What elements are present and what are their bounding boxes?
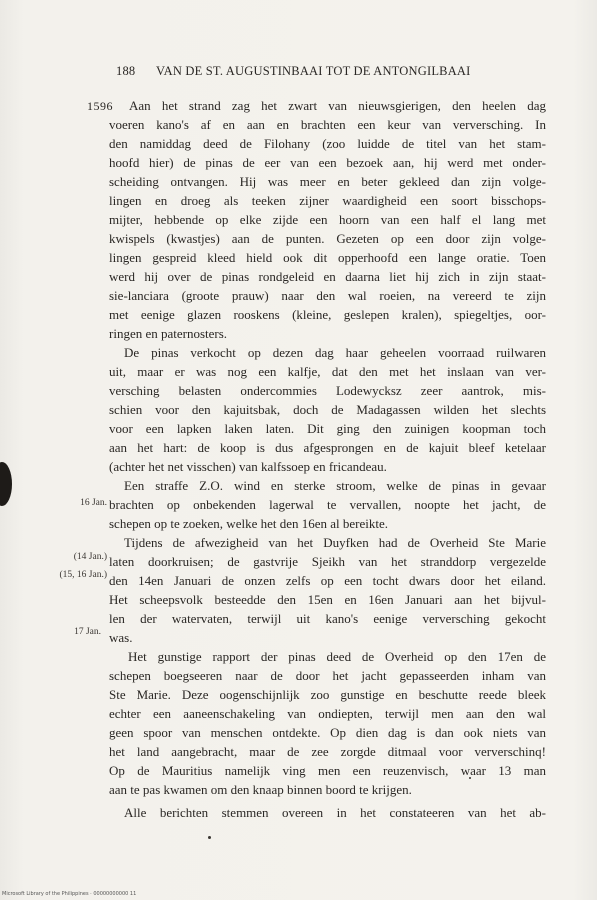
text-line: schien voor den kajuitsbak, doch de Madagassen wilden het slechts bbox=[109, 402, 546, 417]
text-line: werd hij over de pinas rondgeleid en daarna liet hij zich in zijn staat- bbox=[109, 269, 546, 284]
text-line: versching belasten ondercommies Lodewycksz zeer aantrok, mis- bbox=[109, 383, 546, 398]
margin-note: (15, 16 Jan.) bbox=[59, 570, 107, 580]
text-line: schepen op te zoeken, welke het den 16en al bereikte. bbox=[109, 516, 389, 531]
text-line: (achter het net visschen) van kalfssoep en fricandeau. bbox=[109, 459, 387, 474]
margin-note: (14 Jan.) bbox=[73, 552, 107, 562]
text-line: was. bbox=[109, 630, 133, 645]
text-line: Op de Mauritius namelijk ving men een reuzenvisch, waar 13 man bbox=[109, 763, 546, 778]
text-line: scheiding ontvangen. Hij was meer en beter gekleed dan zijn volge- bbox=[109, 174, 546, 189]
text-line: voeren kano's af en aan en brachten een keur van verversching. In bbox=[109, 117, 546, 132]
text-line: Een straffe Z.O. wind en sterke stroom, welke de pinas in gevaar bbox=[124, 478, 546, 493]
text-line: brachten op onbekenden lagerwal te vervallen, noopte het jacht, de bbox=[109, 497, 546, 512]
text-line: geen spoor van menschen ontdekte. Op dien dag is dan ook niets van bbox=[109, 725, 546, 740]
text-line: het land aangebracht, maar de zee zorgde ditmaal voor ververschinq! bbox=[109, 744, 546, 759]
text-line: met eenige glazen rooskens (kleine, geslepen kralen), spiegeltjes, oor- bbox=[109, 307, 546, 322]
text-line: len der watervaten, terwijl uit kano's eenige verversching gekocht bbox=[109, 611, 546, 626]
text-line: ringen en paternosters. bbox=[109, 326, 228, 341]
speck bbox=[208, 836, 211, 839]
text-line: Het gunstige rapport der pinas deed de Overheid op den 17en de bbox=[128, 649, 546, 664]
running-header bbox=[116, 64, 536, 79]
text-line: laten doorkruisen; de gastvrije Sjeikh van het stranddorp vergezelde bbox=[109, 554, 546, 569]
text-line: mijter, hebbende op elke zijde een hoorn van een half el lang met bbox=[109, 212, 546, 227]
page-number: 188 bbox=[116, 64, 136, 78]
text-line: echter een aaneenschakeling van ondiepten, terwijl men aan den wal bbox=[109, 706, 546, 721]
text-line: hoofd hier) de pinas de eer van een bezoek aan, hij werd met onder- bbox=[109, 155, 546, 170]
ink-blot bbox=[0, 462, 12, 506]
scan-footer: Microsoft Library of the Philippines · 00000000000 11 bbox=[2, 891, 137, 897]
text-line: den 14en Januari de onzen zelfs op een tocht dwars door het eiland. bbox=[109, 573, 546, 588]
text-line: sie-lanciara (groote prauw) naar den wal roeien, na vereerd te zijn bbox=[109, 288, 546, 303]
text-line: Alle berichten stemmen overeen in het constateeren van het ab- bbox=[124, 805, 546, 820]
text-line: aan te pas kwamen om den knaap binnen boord te krijgen. bbox=[109, 782, 412, 797]
text-line: kwispels (kwastjes) aan de punten. Gezeten op een door zijn volge- bbox=[109, 231, 546, 246]
text-line: den namiddag deed de Filohany (zoo luidde de titel van het stam- bbox=[109, 136, 546, 151]
text-line: uit, maar er was nog een kalfje, dat den met het inslaan van ver- bbox=[109, 364, 546, 379]
text-line: voor een lapken laken laten. Dit ging den zuinigen koopman toch bbox=[109, 421, 546, 436]
text-line: schepen boegseeren naar de door het jacht gepasseerden inham van bbox=[109, 668, 546, 683]
text-line: Aan het strand zag het zwart van nieuwsgierigen, den heelen dag bbox=[129, 98, 546, 113]
margin-note: 17 Jan. bbox=[74, 627, 101, 637]
text-line: Ste Marie. Deze oogenschijnlijk zoo gunstige en beschutte reede bleek bbox=[109, 687, 546, 702]
text-line: lingen gespreid kleed hield ook dit opperhoofd een lange oratie. Toen bbox=[109, 250, 546, 265]
running-title: VAN DE ST. AUGUSTINBAAI TOT DE ANTONGILBAAI bbox=[156, 64, 471, 78]
margin-note: 16 Jan. bbox=[80, 498, 107, 508]
text-line: De pinas verkocht op dezen dag haar geheelen voorraad ruilwaren bbox=[124, 345, 546, 360]
text-line: Het scheepsvolk besteedde den 15en en 16en Januari aan het bijvul- bbox=[109, 592, 546, 607]
text-line: lingen en droeg als teeken zijner waardigheid een soort bisschops- bbox=[109, 193, 546, 208]
text-line: aan het hart: de koop is dus afgesprongen en de kajuit bleef ketelaar bbox=[109, 440, 546, 455]
margin-year: 1596 bbox=[87, 99, 113, 113]
text-line: Tijdens de afwezigheid van het Duyfken had de Overheid Ste Marie bbox=[124, 535, 546, 550]
